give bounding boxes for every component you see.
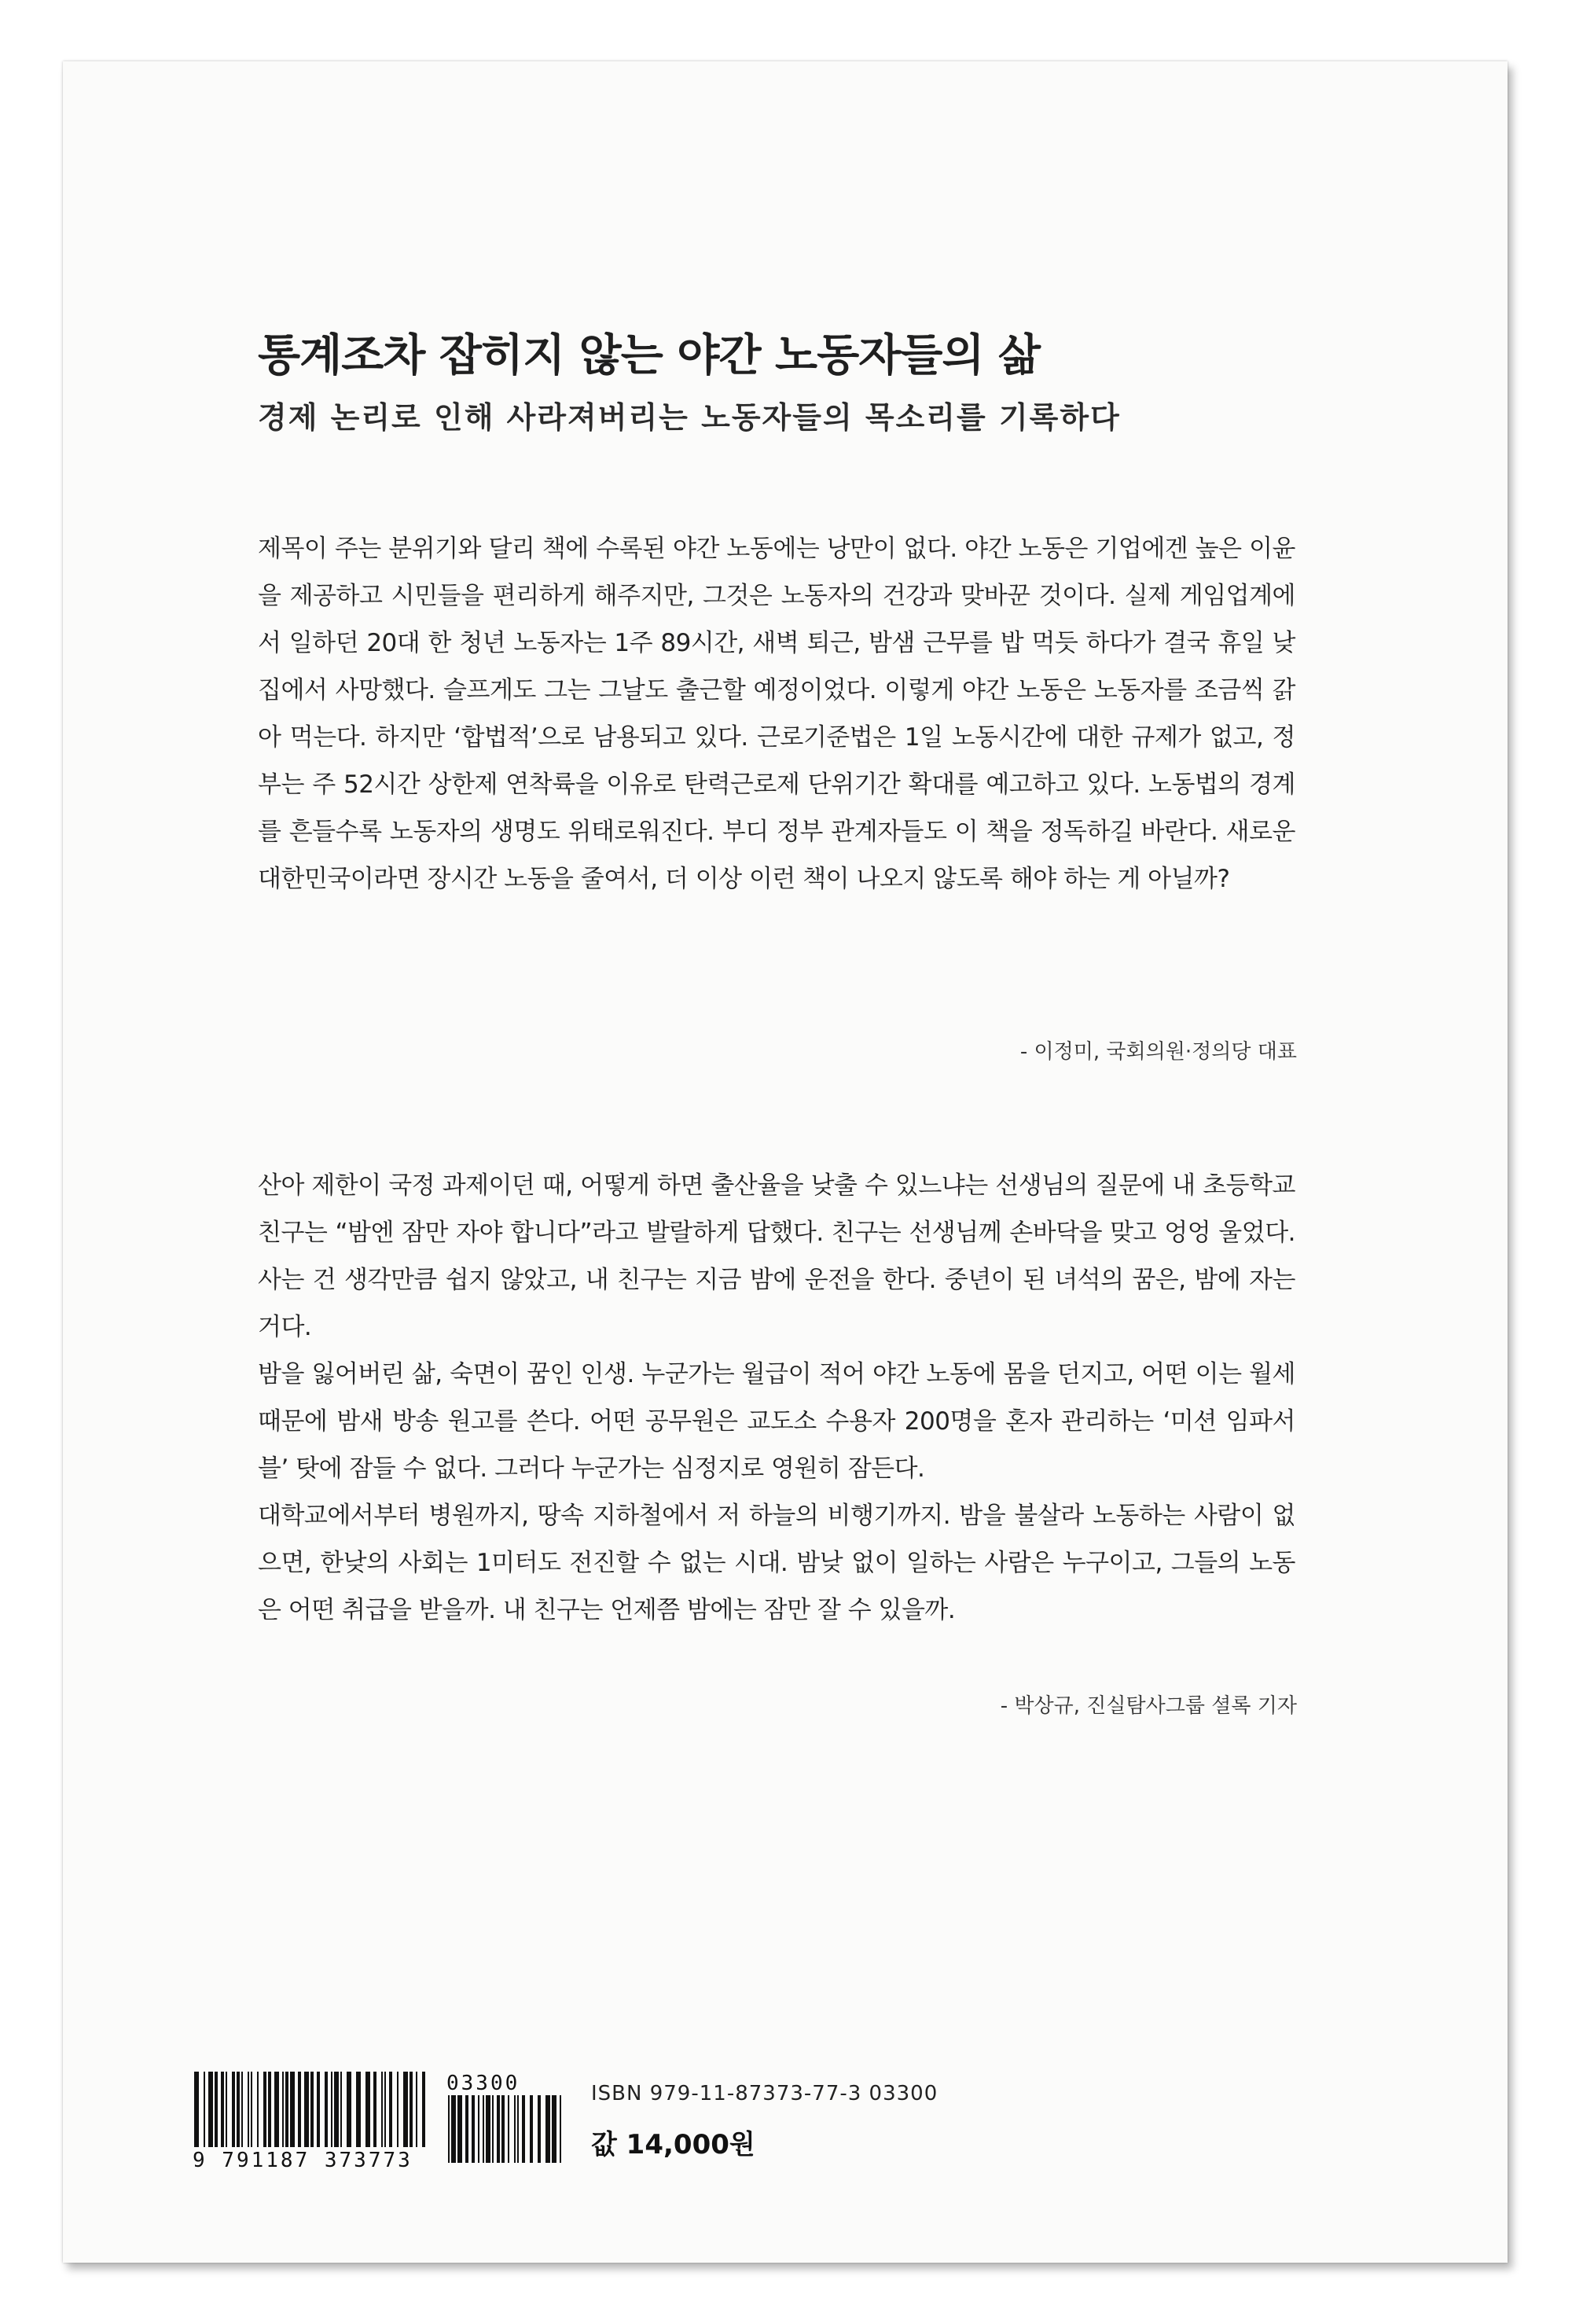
- barcode-bar: [298, 2072, 301, 2147]
- barcode-bar: [285, 2072, 288, 2147]
- barcode-bar: [215, 2072, 218, 2147]
- barcode-bar: [268, 2072, 271, 2147]
- barcode-bar: [251, 2072, 252, 2147]
- barcode-bar: [331, 2072, 332, 2147]
- barcode-bar: [448, 2095, 450, 2163]
- barcode-bar: [257, 2072, 259, 2147]
- barcode-bar: [204, 2072, 205, 2147]
- barcode-bar: [248, 2072, 249, 2147]
- barcode-bar: [403, 2072, 408, 2147]
- barcode-bar: [208, 2072, 213, 2147]
- barcode-bar: [334, 2072, 339, 2147]
- barcode-bar: [237, 2072, 240, 2147]
- barcode-bar: [241, 2072, 243, 2147]
- barcode-bar: [486, 2095, 490, 2163]
- barcode-bar: [232, 2072, 235, 2147]
- review-1-attribution: - 이정미, 국회의원·정의당 대표: [1019, 1040, 1297, 1064]
- barcode-bar: [347, 2072, 351, 2147]
- barcode-bar: [263, 2072, 266, 2147]
- barcode-bar: [478, 2095, 479, 2163]
- isbn-number: ISBN 979-11-87373-77-3 03300: [591, 2082, 938, 2105]
- review-2: [258, 1162, 1295, 1634]
- barcode-bar: [422, 2072, 425, 2147]
- subtitle: 경제 논리로 인해 사라져버리는 노동자들의 목소리를 기록하다: [258, 400, 1121, 435]
- headline: 통계조차 잡히지 않는 야간 노동자들의 삶: [258, 330, 1041, 381]
- barcode-bar: [483, 2095, 484, 2163]
- review-1-text: 제목이 주는 분위기와 달리 책에 수록된 야간 노동에는 낭만이 없다. 야간 노동은 기업에겐 높은 이윤을 제공하고 시민들을 편리하게 해주지만, 그것은 노동자의 건강과 맞바꾼 것이다. 실제 게임업계에서 일하던 20대 한 청년 노동자는 1주 89시간, 새벽 퇴근, 밤샘 근무를 밥 먹듯 하다가 결국 휴일 낮 집에서 사망했다. 슬프게도 그는 그날도 출근할 예정이었다. 이렇게 야간 노동은 노동자를 조금씩 갉아 먹는다. 하지만 ‘합법적’으로 남용되고 있다. 근로기준법은 1일 노동시간에 대한 규제가 없고, 정부는 주 52시간 상한제 연착륙을 이유로 탄력근로제 단위기간 확대를 예고하고 있다. 노동법의 경계를 흔들수록 노동자의 생명도 위태로워진다. 부디 정부 관계자들도 이 책을 정독하길 바란다. 새로운 대한민국이라면 장시간 노동을 줄여서, 더 이상 이런 책이 나오지 않도록 해야 하는 게 아닐까?: [258, 535, 1295, 893]
- barcode-bar: [221, 2072, 224, 2147]
- barcode-bar: [465, 2095, 468, 2163]
- barcode-bar: [514, 2095, 516, 2163]
- barcode-bars: [193, 2072, 428, 2147]
- price: 값 14,000원: [591, 2129, 755, 2160]
- barcode-bar: [373, 2072, 376, 2147]
- barcode-bar: [497, 2095, 500, 2163]
- barcode-bar: [451, 2095, 456, 2163]
- barcode-bar: [457, 2095, 462, 2163]
- addon-digits: 03300: [446, 2072, 520, 2095]
- review-2-attribution: - 박상규, 진실탐사그룹 셜록 기자: [1000, 1694, 1297, 1718]
- barcode-digits: 9 791187 373773: [193, 2149, 413, 2172]
- barcode-bar: [365, 2072, 370, 2147]
- barcode-bar: [274, 2072, 279, 2147]
- barcode-bar: [472, 2095, 475, 2163]
- isbn-barcode: [193, 2072, 428, 2172]
- barcode-bar: [384, 2072, 386, 2147]
- barcode-bar: [492, 2095, 494, 2163]
- barcode-bar: [304, 2072, 309, 2147]
- barcode-bar: [310, 2072, 314, 2147]
- barcode-bar: [397, 2072, 399, 2147]
- barcode-bar: [560, 2095, 561, 2163]
- barcode-bar: [282, 2072, 284, 2147]
- barcode-bar: [356, 2072, 361, 2147]
- barcode-bar: [381, 2072, 383, 2147]
- review-2-paragraph-2: 밤을 잃어버린 삶, 숙면이 꿈인 인생. 누군가는 월급이 적어 야간 노동에 몸을 던지고, 어떤 이는 월세 때문에 밤새 방송 원고를 쓴다. 어떤 공무원은 교도소 수용자 200명을 혼자 관리하는 ‘미션 임파서블’ 탓에 잠들 수 없다. 그러다 누군가는 심정지로 영원히 잠든다.: [258, 1360, 1295, 1483]
- barcode-bar: [290, 2072, 295, 2147]
- barcode-bar: [517, 2095, 519, 2163]
- barcode-bar: [538, 2095, 541, 2163]
- review-1: [258, 525, 1295, 903]
- barcode-bar: [522, 2095, 525, 2163]
- barcode-bar: [340, 2072, 342, 2147]
- barcode-bar: [389, 2072, 392, 2147]
- barcode-bar: [410, 2072, 413, 2147]
- review-2-paragraph-1: 산아 제한이 국정 과제이던 때, 어떻게 하면 출산율을 낮출 수 있느냐는 선생님의 질문에 내 초등학교 친구는 “밤엔 잠만 자야 합니다”라고 발랄하게 답했다. 친구는 선생님께 손바닥을 맞고 엉엉 울었다. 사는 건 생각만큼 쉽지 않았고, 내 친구는 지금 밤에 운전을 한다. 중년이 된 녀석의 꿈은, 밤에 자는 거다.: [258, 1171, 1295, 1341]
- barcode-bar: [545, 2095, 550, 2163]
- barcode-bar: [508, 2095, 509, 2163]
- barcode-bar: [552, 2095, 556, 2163]
- barcode-bar: [530, 2095, 533, 2163]
- barcode-bar: [416, 2072, 417, 2147]
- barcode-bar: [317, 2072, 320, 2147]
- barcode-bar: [501, 2095, 505, 2163]
- addon-bars: [446, 2095, 564, 2163]
- barcode-bar: [226, 2072, 227, 2147]
- barcode-bar: [194, 2072, 199, 2147]
- barcode-bar: [325, 2072, 328, 2147]
- review-2-paragraph-3: 대학교에서부터 병원까지, 땅속 지하철에서 저 하늘의 비행기까지. 밤을 불살라 노동하는 사람이 없으면, 한낮의 사회는 1미터도 전진할 수 없는 시대. 밤낮 없이 일하는 사람은 누구이고, 그들의 노동은 어떤 취급을 받을까. 내 친구는 언제쯤 밤에는 잠만 잘 수 있을까.: [258, 1502, 1295, 1624]
- addon-barcode: [446, 2072, 564, 2166]
